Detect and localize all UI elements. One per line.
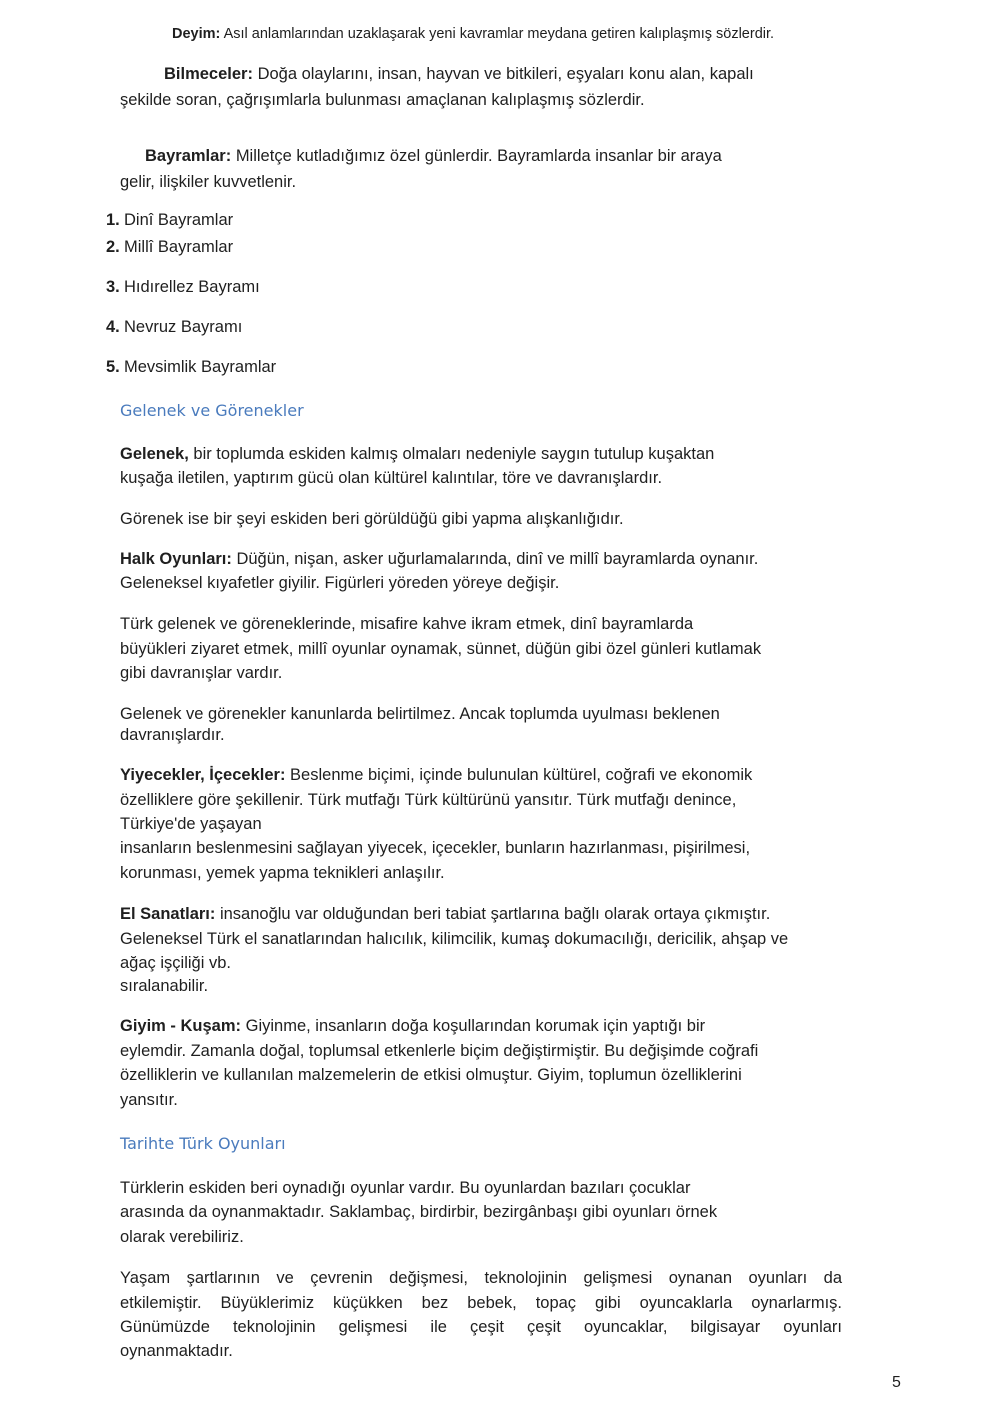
bayramlar-text-1: Milletçe kutladığımız özel günlerdir. Bayramlarda insanlar bir araya [235,147,722,165]
list-number: 5. [106,358,120,376]
bilmeceler-text-1: Doğa olaylarını, insan, hayvan ve bitkileri, eşyaları konu alan, kapalı [257,65,754,83]
turk-gelenek-line-2: büyükleri ziyaret etmek, millî oyunlar oynamak, sünnet, düğün gibi özel günleri kutlamak [120,640,762,658]
bayramlar-line-2: gelir, ilişkiler kuvvetlenir. [120,173,297,191]
halk-oyunlari-line-1 [120,549,758,569]
yiyecekler-line-4: insanların beslenmesini sağlayan yiyecek, içecekler, bunların hazırlanması, pişirilmesi, [120,839,751,857]
list-label: Nevruz Bayramı [124,318,243,336]
bilmeceler-line-1 [164,64,754,84]
gelenek-term: Gelenek, [120,445,189,463]
giyim-kusam-text-1: Giyinme, insanların doğa koşullarından korumak için yaptığı bir [245,1017,706,1035]
halk-oyunlari-term: Halk Oyunları: [120,550,232,568]
yiyecekler-text-1: Beslenme biçimi, içinde bulunulan kültürel, coğrafi ve ekonomik [290,766,753,784]
deyim-definition [172,24,774,44]
list-label: Mevsimlik Bayramlar [124,358,277,376]
gelenek-line-2: kuşağa iletilen, yaptırım gücü olan kültürel kalıntılar, töre ve davranışlardır. [120,469,663,487]
gorenek-paragraph: Görenek ise bir şeyi eskiden beri görüldüğü gibi yapma alışkanlığıdır. [120,510,624,528]
list-item [106,317,242,337]
giyim-kusam-line-4: yansıtır. [120,1091,178,1109]
el-sanatlari-line-1 [120,904,770,924]
halk-oyunlari-text-1: Düğün, nişan, asker uğurlamalarında, dinî ve millî bayramlarda oynanır. [236,550,759,568]
list-item [106,237,233,257]
bilmeceler-line-2: şekilde soran, çağrışımlarla bulunması amaçlanan kalıplaşmış sözlerdir. [120,91,645,109]
turk-gelenek-line-3: gibi davranışlar vardır. [120,664,283,682]
oyunlar-p2-line-3: Günümüzde teknolojinin gelişmesi ile çeşit çeşit oyuncaklar, bilgisayar oyunları [120,1318,842,1336]
bilmeceler-term: Bilmeceler: [164,65,253,83]
turk-gelenek-line-1: Türk gelenek ve göreneklerinde, misafire kahve ikram etmek, dinî bayramlarda [120,615,694,633]
list-item [106,357,276,377]
page-number: 5 [892,1374,901,1391]
el-sanatlari-text-1: insanoğlu var olduğundan beri tabiat şartlarına bağlı olarak ortaya çıkmıştır. [219,905,771,923]
giyim-kusam-term: Giyim - Kuşam: [120,1017,242,1035]
oyunlar-p1-line-3: olarak verebiliriz. [120,1228,244,1246]
el-sanatlari-line-3: ağaç işçiliği vb. [120,954,231,972]
bayramlar-line-1 [145,146,722,166]
el-sanatlari-term: El Sanatları: [120,905,216,923]
yiyecekler-line-5: korunması, yemek yapma teknikleri anlaşılır. [120,864,445,882]
oyunlar-p1-line-1: Türklerin eskiden beri oynadığı oyunlar vardır. Bu oyunlardan bazıları çocuklar [120,1179,691,1197]
yiyecekler-line-2: özelliklere göre şekillenir. Türk mutfağı Türk kültürünü yansıtır. Türk mutfağı denince, [120,791,737,809]
list-number: 4. [106,318,120,336]
list-label: Hıdırellez Bayramı [124,278,260,296]
list-number: 2. [106,238,120,256]
yiyecekler-line-3: Türkiye'de yaşayan [120,815,262,833]
list-item [106,210,233,230]
oyunlar-p1-line-2: arasında da oynanmaktadır. Saklambaç, birdirbir, bezirgânbaşı gibi oyunları örnek [120,1203,718,1221]
oyunlar-p2-line-1: Yaşam şartlarının ve çevrenin değişmesi, teknolojinin gelişmesi oynanan oyunları da [120,1269,842,1287]
yiyecekler-term: Yiyecekler, İçecekler: [120,766,286,784]
list-item [106,277,260,297]
el-sanatlari-line-2: Geleneksel Türk el sanatlarından halıcılık, kilimcilik, kumaş dokumacılığı, dericilik, ahşap ve [120,930,789,948]
list-number: 1. [106,211,120,229]
oyunlar-p2-line-2: etkilemiştir. Büyüklerimiz küçükken bez bebek, topaç gibi oyuncaklarla oynarlarmış. [120,1294,842,1312]
deyim-text: Asıl anlamlarından uzaklaşarak yeni kavramlar meydana getiren kalıplaşmış sözlerdir. [223,26,775,42]
kanun-line-1: Gelenek ve görenekler kanunlarda belirtilmez. Ancak toplumda uyulması beklenen [120,705,720,723]
giyim-kusam-line-1 [120,1016,705,1036]
list-label: Millî Bayramlar [124,238,234,256]
giyim-kusam-line-3: özelliklerin ve kullanılan malzemelerin de etkisi olmuştur. Giyim, toplumun özelliklerini [120,1066,742,1084]
gelenek-text-1: bir toplumda eskiden kalmış olmaları nedeniyle saygın tutulup kuşaktan [193,445,715,463]
section-heading-gelenek: Gelenek ve Görenekler [120,401,304,420]
el-sanatlari-line-4: sıralanabilir. [120,977,209,995]
halk-oyunlari-line-2: Geleneksel kıyafetler giyilir. Figürleri yöreden yöreye değişir. [120,574,560,592]
kanun-line-2: davranışlardır. [120,726,225,744]
gelenek-line-1 [120,444,714,464]
deyim-term: Deyim: [172,26,221,42]
list-label: Dinî Bayramlar [124,211,234,229]
oyunlar-p2-line-4: oynanmaktadır. [120,1342,233,1360]
yiyecekler-line-1 [120,765,752,785]
list-number: 3. [106,278,120,296]
section-heading-oyunlar: Tarihte Türk Oyunları [120,1134,286,1153]
giyim-kusam-line-2: eylemdir. Zamanla doğal, toplumsal etkenlerle biçim değiştirmiştir. Bu değişimde coğrafi [120,1042,759,1060]
bayramlar-term: Bayramlar: [145,147,232,165]
